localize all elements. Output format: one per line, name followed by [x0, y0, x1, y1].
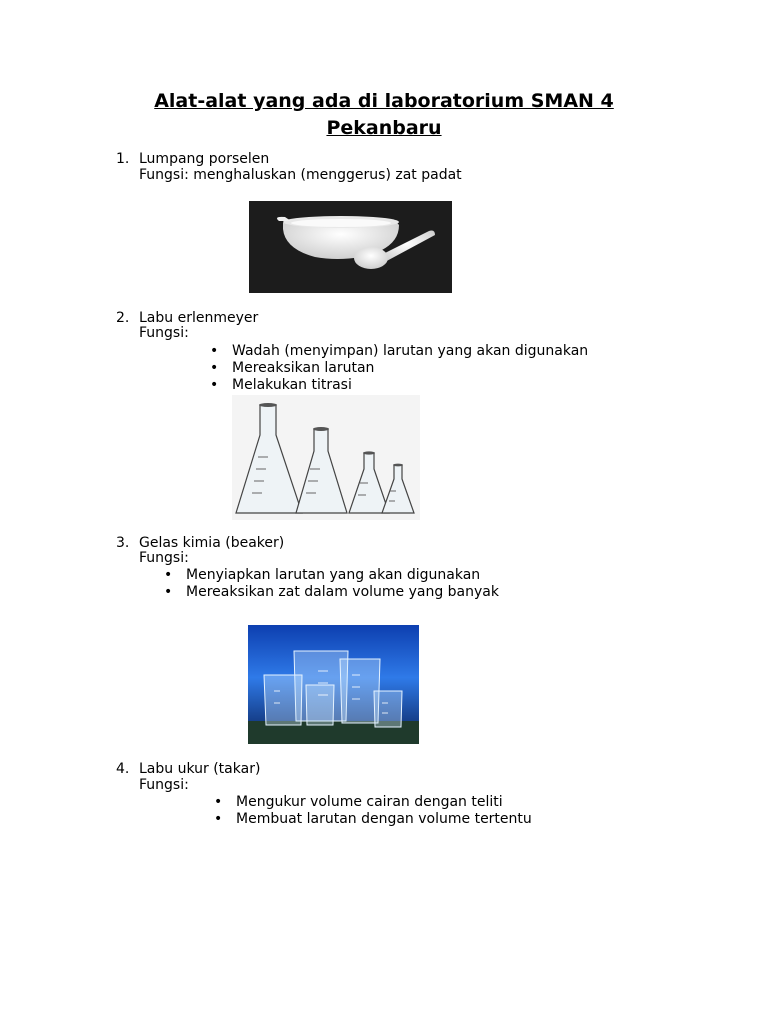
bullet-marker: • — [210, 377, 219, 393]
item-number: 1. — [116, 151, 130, 167]
item-name: Labu ukur (takar) — [139, 761, 261, 777]
item-function: Fungsi: menghaluskan (menggerus) zat padat — [139, 167, 462, 183]
bullet-marker: • — [210, 360, 219, 376]
bullet-marker: • — [214, 811, 223, 827]
bullet-marker: • — [210, 343, 219, 359]
title-line-2: Pekanbaru — [326, 117, 442, 139]
bullet-text: Mengukur volume cairan dengan teliti — [236, 794, 503, 810]
document-title — [100, 88, 668, 142]
bullet-text: Wadah (menyimpan) larutan yang akan digunakan — [232, 343, 589, 359]
item-name: Lumpang porselen — [139, 151, 270, 167]
bullet-marker: • — [164, 584, 173, 600]
bullet-item — [164, 567, 481, 584]
erlenmeyer-flasks-photo — [232, 395, 420, 520]
item-number: 3. — [116, 535, 130, 551]
bullet-item — [214, 794, 503, 811]
bullet-text: Mereaksikan zat dalam volume yang banyak — [186, 584, 499, 600]
bullet-marker: • — [164, 567, 173, 583]
item-function: Fungsi: — [139, 325, 189, 341]
bullet-text: Menyiapkan larutan yang akan digunakan — [186, 567, 481, 583]
bullet-marker: • — [214, 794, 223, 810]
item-number: 2. — [116, 310, 130, 326]
beakers-photo — [248, 625, 419, 744]
mortar-pestle-photo — [249, 201, 452, 293]
bullet-item — [164, 584, 499, 601]
bullet-item — [214, 811, 532, 828]
item-name: Gelas kimia (beaker) — [139, 535, 285, 551]
bullet-item — [210, 343, 589, 360]
title-line-1: Alat-alat yang ada di laboratorium SMAN 4 — [154, 90, 614, 112]
bullet-item — [210, 377, 352, 394]
item-number: 4. — [116, 761, 130, 777]
item-name: Labu erlenmeyer — [139, 310, 259, 326]
bullet-item — [210, 360, 375, 377]
item-function: Fungsi: — [139, 550, 189, 566]
bullet-text: Melakukan titrasi — [232, 377, 352, 393]
bullet-text: Membuat larutan dengan volume tertentu — [236, 811, 532, 827]
bullet-text: Mereaksikan larutan — [232, 360, 375, 376]
item-function: Fungsi: — [139, 777, 189, 793]
